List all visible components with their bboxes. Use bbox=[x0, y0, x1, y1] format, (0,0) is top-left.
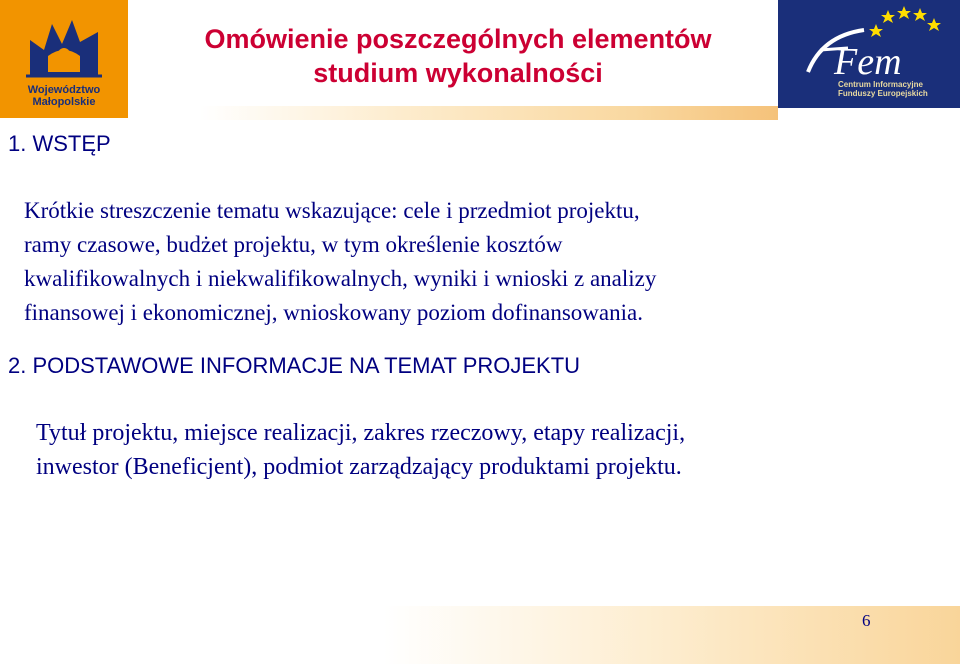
fem-subtitle-line2: Funduszy Europejskich bbox=[838, 89, 928, 98]
section-basic-info-text bbox=[36, 416, 936, 484]
wojewodztwo-malopolskie-logo bbox=[0, 0, 128, 118]
fem-logo bbox=[778, 0, 960, 108]
title-line1: Omówienie poszczególnych elementów bbox=[204, 24, 712, 54]
eu-stars-icon bbox=[869, 6, 941, 37]
intro-line: Krótkie streszczenie tematu wskazujące: cele i przedmiot projektu, bbox=[24, 198, 640, 223]
logo-caption-line2: Małopolskie bbox=[32, 96, 96, 108]
fem-subtitle bbox=[838, 80, 928, 98]
title-line2: studium wykonalności bbox=[313, 58, 603, 88]
basic-info-line: inwestor (Beneficjent), podmiot zarządzający produktami projektu. bbox=[36, 454, 682, 480]
slide-title bbox=[140, 22, 776, 90]
page-number: 6 bbox=[862, 611, 871, 630]
intro-line: ramy czasowe, budżet projektu, w tym określenie kosztów bbox=[24, 232, 563, 257]
section-heading-basic-info: 2. PODSTAWOWE INFORMACJE NA TEMAT PROJEKTU bbox=[8, 353, 581, 378]
fem-brand-text: Fem bbox=[834, 41, 902, 83]
section-intro-text bbox=[24, 194, 924, 330]
intro-line: kwalifikowalnych i niekwalifikowalnych, wyniki i wnioski z analizy bbox=[24, 266, 657, 291]
fem-subtitle-line1: Centrum Informacyjne bbox=[838, 80, 923, 89]
section-heading-intro: 1. WSTĘP bbox=[8, 131, 111, 156]
basic-info-line: Tytuł projektu, miejsce realizacji, zakres rzeczowy, etapy realizacji, bbox=[36, 420, 686, 446]
logo-caption-line1: Województwo bbox=[27, 84, 101, 96]
footer-gradient-strip bbox=[0, 606, 960, 664]
header-gradient-strip bbox=[200, 106, 778, 120]
intro-line: finansowej i ekonomicznej, wnioskowany poziom dofinansowania. bbox=[24, 300, 643, 325]
malopolska-emblem-icon bbox=[22, 10, 106, 82]
